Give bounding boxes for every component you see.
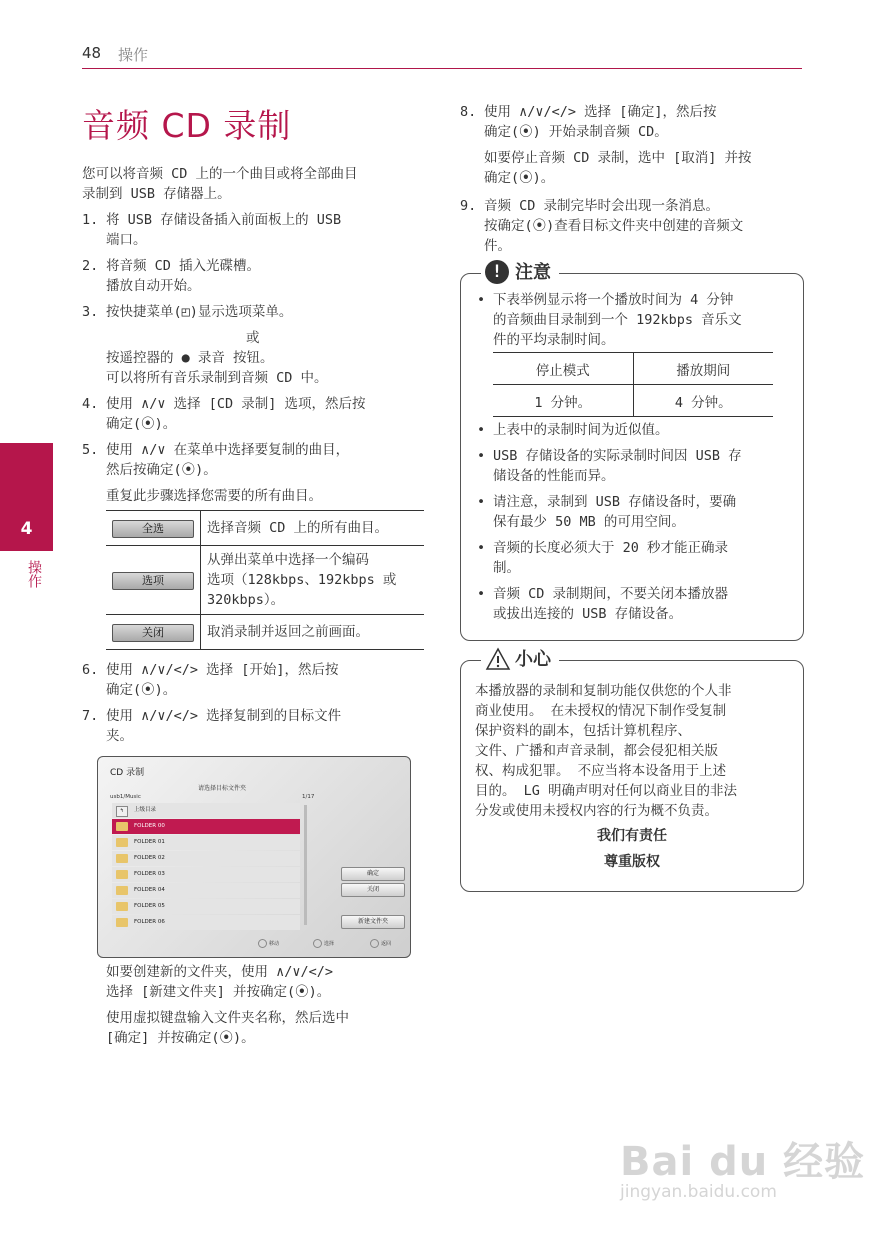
option-desc: 从弹出菜单中选择一个编码 选项（128kbps、192kbps 或 320kbps）。 <box>201 546 425 615</box>
folder-icon <box>116 822 128 831</box>
step-8: 8. 使用 ∧/∨/</> 选择 [确定]，然后按 确定(⦿) 开始录制音频 CD。 如要停止音频 CD 录制，选中 [取消] 并按 确定(⦿)。 <box>460 104 752 186</box>
screen-path: usb1/Music <box>110 794 141 800</box>
warning-icon <box>485 647 511 671</box>
options-button[interactable]: 选项 <box>112 572 194 590</box>
list-item[interactable]: FOLDER 00 <box>112 819 300 834</box>
list-item[interactable]: FOLDER 03 <box>112 867 300 882</box>
screen-hint: 请选择目标文件夹 <box>198 785 247 792</box>
folder-icon <box>116 854 128 863</box>
page-title: 音频 CD 录制 <box>82 106 292 145</box>
exclamation-icon: ! <box>485 260 509 284</box>
footer-back: 返回 <box>370 939 391 948</box>
list-item[interactable]: FOLDER 06 <box>112 915 300 930</box>
caution-box <box>460 649 804 892</box>
slogan-1: 我们有责任 <box>597 828 667 844</box>
folder-icon <box>116 918 128 927</box>
cd-record-screenshot <box>97 756 411 958</box>
table-header: 停止模式 <box>493 353 633 385</box>
footer-move: 移动 <box>258 939 279 948</box>
folder-icon <box>116 902 128 911</box>
note-bullet: • 上表中的录制时间为近似值。 <box>477 422 669 438</box>
new-folder-instructions: 如要创建新的文件夹，使用 ∧/∨/</> 选择 [新建文件夹] 并按确定(⦿)。 <box>106 964 334 1000</box>
parent-folder-icon: ↰ <box>116 806 128 817</box>
caution-text: 本播放器的录制和复制功能仅供您的个人非 商业使用。 在未授权的情况下制作受复制 保护资料的副本，包括计算机程序、 文件、广播和声音录制，都会侵犯相关版 权、构成犯罪。 不应当将本设备用于上述 目的。 LG 明确声明对任何以商业目的非法 分发或使用未授权内容的行为概不负责。 <box>475 683 738 819</box>
folder-icon <box>116 886 128 895</box>
header-divider <box>82 68 802 69</box>
list-item[interactable]: FOLDER 02 <box>112 851 300 866</box>
ok-button[interactable]: 确定 <box>341 867 405 881</box>
step-7: 7. 使用 ∧/∨/</> 选择复制到的目标文件 夹。 <box>82 708 342 744</box>
screen-close-button[interactable]: 关闭 <box>341 883 405 897</box>
note-bullet: • 音频 CD 录制期间，不要关闭本播放器 或拔出连接的 USB 存储设备。 <box>477 586 729 622</box>
new-folder-button[interactable]: 新建文件夹 <box>341 915 405 929</box>
chapter-tab <box>0 443 53 551</box>
step-5: 5. 使用 ∧/∨ 在菜单中选择要复制的曲目， 然后按确定(⦿)。 重复此步骤选择您需要的所有曲目。 <box>82 442 350 504</box>
select-icon <box>313 939 322 948</box>
watermark-logo: Bai du 经验 <box>620 1139 866 1185</box>
step-1: 1. 将 USB 存储设备插入前面板上的 USB 端口。 <box>82 212 342 248</box>
screen-title: CD 录制 <box>110 768 145 778</box>
keyboard-instructions: 使用虚拟键盘输入文件夹名称，然后选中 [确定] 并按确定(⦿)。 <box>106 1010 349 1046</box>
slogan-2: 尊重版权 <box>604 854 660 870</box>
folder-icon <box>116 870 128 879</box>
list-item[interactable]: FOLDER 05 <box>112 899 300 914</box>
option-desc: 取消录制并返回之前画面。 <box>201 615 425 650</box>
folder-icon <box>116 838 128 847</box>
options-table <box>106 510 424 650</box>
recording-time-table <box>493 352 773 417</box>
option-row <box>106 615 424 650</box>
note-bullet: • 请注意，录制到 USB 存储设备时，要确 保有最少 50 MB 的可用空间。 <box>477 494 737 530</box>
list-item[interactable]: FOLDER 04 <box>112 883 300 898</box>
table-cell: 1 分钟。 <box>493 385 633 417</box>
note-bullet: • 下表举例显示将一个播放时间为 4 分钟 的音频曲目录制到一个 192kbps 音乐文 件的平均录制时间。 <box>477 292 742 348</box>
list-item[interactable]: FOLDER 01 <box>112 835 300 850</box>
move-icon <box>258 939 267 948</box>
note-bullet: • 音频的长度必须大于 20 秒才能正确录 制。 <box>477 540 729 576</box>
step-4: 4. 使用 ∧/∨ 选择 [CD 录制] 选项，然后按 确定(⦿)。 <box>82 396 366 432</box>
option-row <box>106 546 424 615</box>
option-desc: 选择音频 CD 上的所有曲目。 <box>201 511 425 546</box>
watermark-url: jingyan.baidu.com <box>620 1182 777 1202</box>
list-item[interactable]: ↰ 上级目录 <box>112 803 300 818</box>
note-bullet: • USB 存储设备的实际录制时间因 USB 存 储设备的性能而异。 <box>477 448 742 484</box>
note-heading: ! 注意 <box>481 260 559 286</box>
step-6: 6. 使用 ∧/∨/</> 选择 [开始]，然后按 确定(⦿)。 <box>82 662 339 698</box>
note-box <box>460 262 804 641</box>
step-3: 3. 按快捷菜单(◰)显示选项菜单。 或 按遥控器的 ● 录音 按钮。 可以将所有音乐录制到音频 CD 中。 <box>82 304 328 386</box>
table-header: 播放期间 <box>633 353 773 385</box>
section-title: 操作 <box>118 46 149 64</box>
folder-list <box>112 803 300 931</box>
footer-select: 选择 <box>313 939 334 948</box>
chapter-label: 操作 <box>26 560 42 588</box>
close-button[interactable]: 关闭 <box>112 624 194 642</box>
option-row <box>106 511 424 546</box>
chapter-number: 4 <box>20 519 33 539</box>
back-icon <box>370 939 379 948</box>
page-number: 48 <box>82 44 102 62</box>
intro-text: 您可以将音频 CD 上的一个曲目或将全部曲目 录制到 USB 存储器上。 <box>82 166 358 202</box>
select-all-button[interactable]: 全选 <box>112 520 194 538</box>
screen-count: 1/17 <box>302 794 315 800</box>
step-9: 9. 音频 CD 录制完毕时会出现一条消息。 按确定(⦿)查看目标文件夹中创建的音频文 件。 <box>460 198 744 254</box>
step-2: 2. 将音频 CD 插入光碟槽。 播放自动开始。 <box>82 258 261 294</box>
table-cell: 4 分钟。 <box>633 385 773 417</box>
scrollbar[interactable] <box>304 805 307 925</box>
caution-heading: 小心 <box>481 647 559 673</box>
